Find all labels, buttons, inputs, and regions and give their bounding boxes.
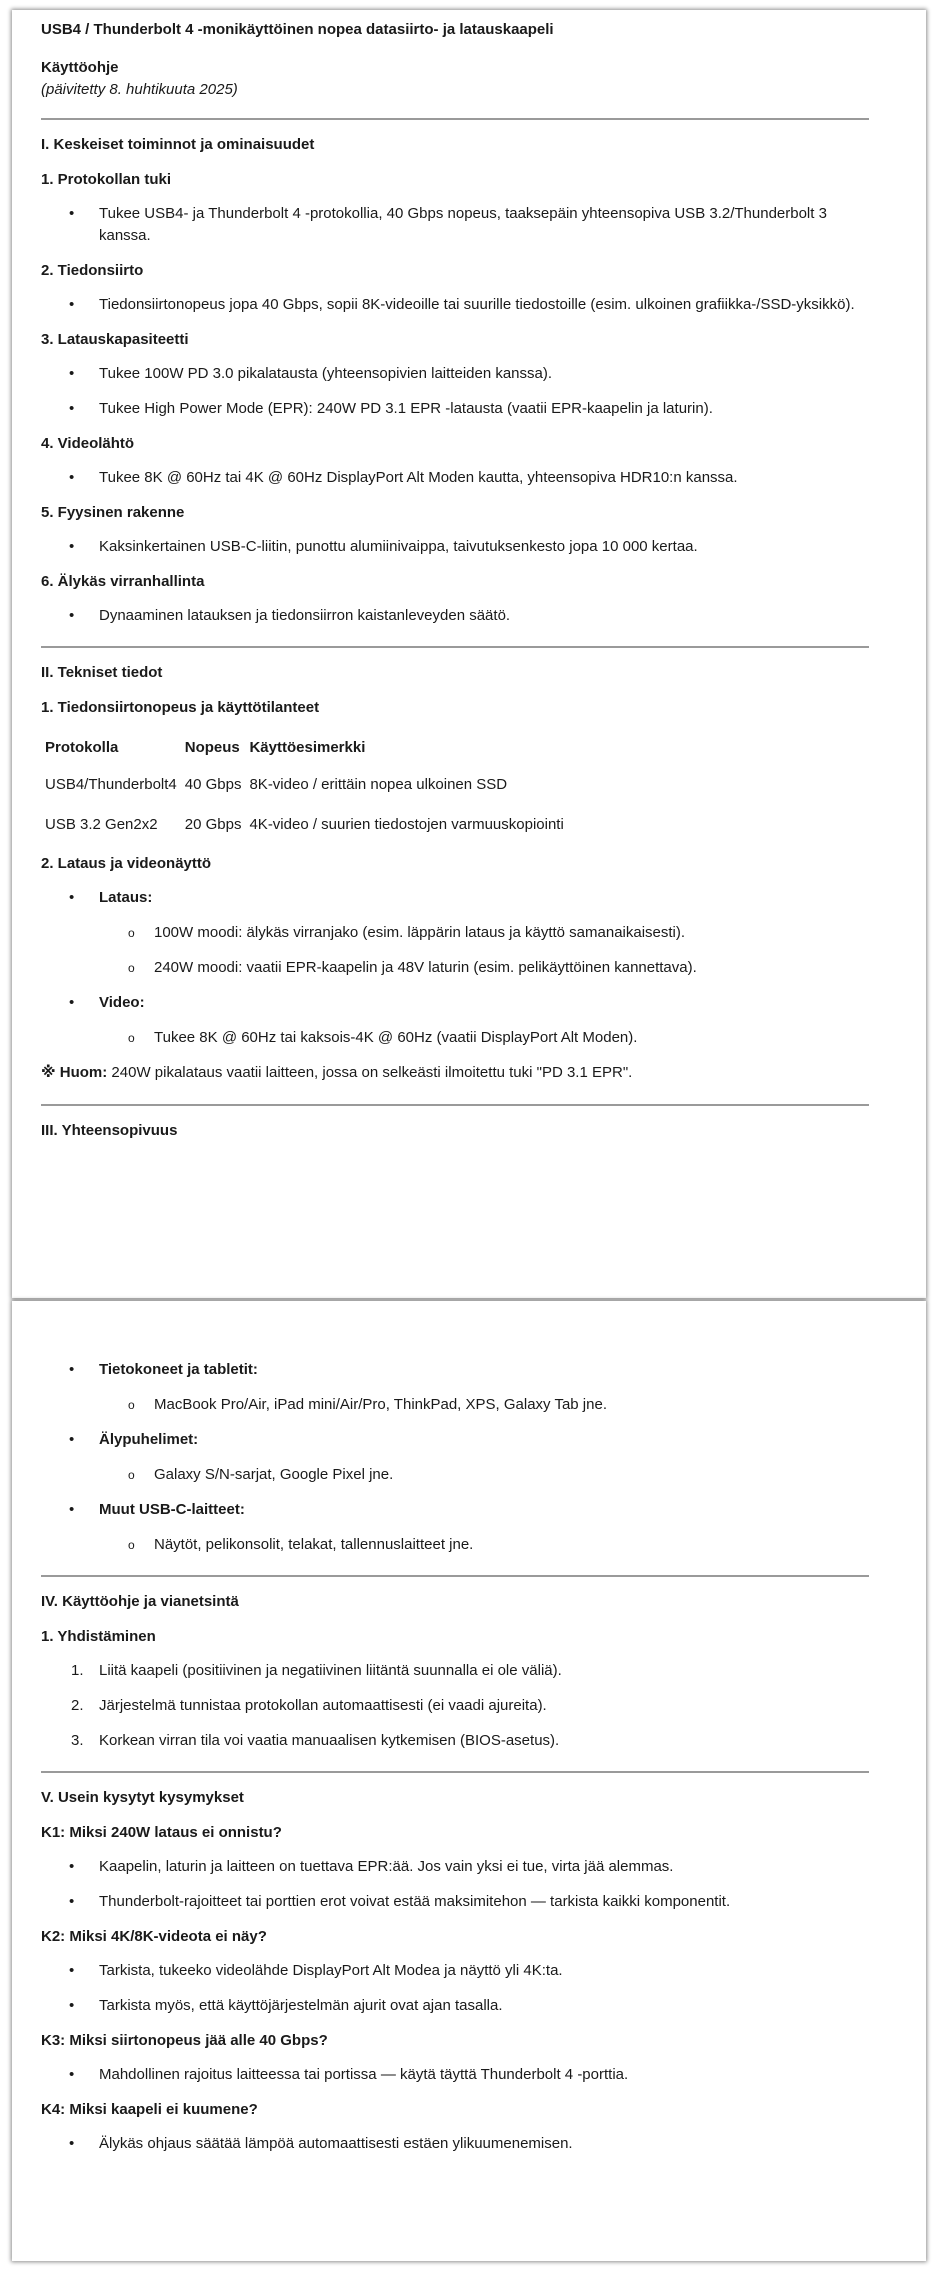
circle-bullet-icon: o	[128, 1538, 135, 1552]
bullet-item: • Tukee 8K @ 60Hz tai 4K @ 60Hz DisplayPort Alt Moden kautta, yhteensopiva HDR10:n kanssa.	[41, 467, 869, 489]
faq-answer: • Älykäs ohjaus säätää lämpöä automaattisesti estäen ylikuumenemisen.	[41, 2133, 869, 2155]
subsection-heading: 1. Yhdistäminen	[41, 1628, 156, 1645]
sub-bullet-item: o 240W moodi: vaatii EPR-kaapelin ja 48V laturin (esim. pelikäyttöinen kannettava).	[41, 957, 869, 979]
faq-question: K3: Miksi siirtonopeus jää alle 40 Gbps?	[41, 2032, 328, 2049]
bullet-icon: •	[69, 2066, 75, 2083]
subsection-heading: 2. Tiedonsiirto	[41, 262, 144, 279]
section-divider	[41, 1575, 869, 1577]
table-cell: 4K-video / suurien tiedostojen varmuuskopiointi	[249, 816, 564, 833]
table-cell: 40 Gbps	[184, 776, 242, 793]
numbered-step: 2. Järjestelmä tunnistaa protokollan automaattisesti (ei vaadi ajureita).	[71, 1697, 547, 1714]
subsection-heading: 6. Älykäs virranhallinta	[41, 573, 205, 590]
bullet-icon: •	[69, 607, 75, 624]
circle-bullet-icon: o	[128, 1468, 135, 1482]
note-paragraph: ※ Huom: 240W pikalataus vaatii laitteen, jossa on selkeästi ilmoitettu tuki "PD 3.1 EPR".	[41, 1064, 633, 1081]
section-divider	[41, 1104, 869, 1106]
bullet-item: • Video:	[41, 992, 869, 1014]
table-row	[41, 765, 568, 805]
document-page-2	[12, 1301, 926, 2261]
table-cell: 20 Gbps	[184, 816, 242, 833]
bullet-icon: •	[69, 1962, 75, 1979]
subsection-heading: 5. Fyysinen rakenne	[41, 504, 185, 521]
bullet-icon: •	[69, 365, 75, 382]
faq-question: K4: Miksi kaapeli ei kuumene?	[41, 2101, 258, 2118]
bullet-item: • Dynaaminen latauksen ja tiedonsiirron kaistanleveyden säätö.	[41, 605, 869, 627]
bullet-item: • Älypuhelimet:	[41, 1429, 869, 1451]
table-cell: USB4/Thunderbolt4	[45, 776, 177, 793]
faq-answer: • Mahdollinen rajoitus laitteessa tai portissa — käytä täyttä Thunderbolt 4 -porttia.	[41, 2064, 869, 2086]
subsection-heading: 1. Protokollan tuki	[41, 171, 172, 188]
bullet-item: • Tukee 100W PD 3.0 pikalatausta (yhteensopivien laitteiden kanssa).	[41, 363, 869, 385]
bullet-item: • Lataus:	[41, 887, 869, 909]
bullet-item: • Kaksinkertainen USB-C-liitin, punottu alumiinivaippa, taivutuksenkesto jopa 10 000 kertaa.	[41, 536, 869, 558]
sub-bullet-item: o Tukee 8K @ 60Hz tai kaksois-4K @ 60Hz (vaatii DisplayPort Alt Moden).	[41, 1027, 869, 1049]
section-heading: I. Keskeiset toiminnot ja ominaisuudet	[41, 136, 315, 153]
bullet-icon: •	[69, 1431, 75, 1448]
note-label: ※ Huom:	[41, 1064, 108, 1081]
bullet-item: • Muut USB-C-laitteet:	[41, 1499, 869, 1521]
faq-answer: • Thunderbolt-rajoitteet tai porttien erot voivat estää maksimitehon — tarkista kaikki komponentit.	[41, 1891, 869, 1913]
table-header-row	[41, 731, 568, 765]
bullet-item: • Tietokoneet ja tabletit:	[41, 1359, 869, 1381]
table-cell: USB 3.2 Gen2x2	[45, 816, 158, 833]
speed-table	[41, 731, 568, 845]
section-heading: III. Yhteensopivuus	[41, 1122, 178, 1139]
bullet-item: • Tiedonsiirtonopeus jopa 40 Gbps, sopii 8K-videoille tai suurille tiedostoille (esim. ulkoinen grafiikka-/SSD-yksikkö).	[41, 294, 869, 316]
circle-bullet-icon: o	[128, 926, 135, 940]
bullet-icon: •	[69, 1361, 75, 1378]
bullet-item: • Tukee USB4- ja Thunderbolt 4 -protokollia, 40 Gbps nopeus, taaksepäin yhteensopiva USB 3.2/Thunderbolt 3 kanssa.	[69, 205, 827, 244]
faq-question: K1: Miksi 240W lataus ei onnistu?	[41, 1824, 282, 1841]
bullet-icon: •	[69, 538, 75, 555]
subsection-heading: 3. Latauskapasiteetti	[41, 331, 189, 348]
document-title: USB4 / Thunderbolt 4 -monikäyttöinen nopea datasiirto- ja latauskaapeli	[41, 21, 554, 38]
sub-bullet-item: o 100W moodi: älykäs virranjako (esim. läppärin lataus ja käyttö samanaikaisesti).	[41, 922, 869, 944]
document-page-1	[12, 10, 926, 1298]
bullet-icon: •	[69, 994, 75, 1011]
circle-bullet-icon: o	[128, 961, 135, 975]
subsection-heading: 4. Videolähtö	[41, 435, 135, 452]
subsection-heading: 2. Lataus ja videonäyttö	[41, 855, 212, 872]
bullet-icon: •	[69, 889, 75, 906]
bullet-icon: •	[69, 1858, 75, 1875]
bullet-item: • Tukee High Power Mode (EPR): 240W PD 3.1 EPR -latausta (vaatii EPR-kaapelin ja laturin).	[41, 398, 869, 420]
subsection-heading: 1. Tiedonsiirtonopeus ja käyttötilanteet	[41, 699, 320, 716]
sub-bullet-item: o MacBook Pro/Air, iPad mini/Air/Pro, ThinkPad, XPS, Galaxy Tab jne.	[41, 1394, 869, 1416]
bullet-icon: •	[69, 469, 75, 486]
section-heading: IV. Käyttöohje ja vianetsintä	[41, 1593, 239, 1610]
bullet-icon: •	[69, 296, 75, 313]
table-row	[41, 805, 568, 845]
table-cell: 8K-video / erittäin nopea ulkoinen SSD	[249, 776, 508, 793]
faq-answer: • Tarkista, tukeeko videolähde DisplayPort Alt Modea ja näyttö yli 4K:ta.	[41, 1960, 869, 1982]
section-divider	[41, 1771, 869, 1773]
section-divider	[41, 646, 869, 648]
table-header-cell: Käyttöesimerkki	[249, 739, 366, 756]
bullet-icon: •	[69, 1501, 75, 1518]
circle-bullet-icon: o	[128, 1398, 135, 1412]
document-subtitle: Käyttöohje	[41, 59, 119, 76]
table-header-cell: Nopeus	[184, 739, 240, 756]
update-date: (päivitetty 8. huhtikuuta 2025)	[41, 81, 238, 98]
section-divider	[41, 118, 869, 120]
circle-bullet-icon: o	[128, 1031, 135, 1045]
faq-answer: • Kaapelin, laturin ja laitteen on tuettava EPR:ää. Jos vain yksi ei tue, virta jää alemmas.	[41, 1856, 869, 1878]
faq-question: K2: Miksi 4K/8K-videota ei näy?	[41, 1928, 267, 1945]
numbered-step: 3. Korkean virran tila voi vaatia manuaalisen kytkemisen (BIOS-asetus).	[71, 1732, 560, 1749]
sub-bullet-item: o Näytöt, pelikonsolit, telakat, tallennuslaitteet jne.	[41, 1534, 869, 1556]
section-heading: II. Tekniset tiedot	[41, 664, 163, 681]
faq-answer: • Tarkista myös, että käyttöjärjestelmän ajurit ovat ajan tasalla.	[41, 1995, 869, 2017]
bullet-icon: •	[69, 2135, 75, 2152]
bullet-icon: •	[69, 1997, 75, 2014]
table-header-cell: Protokolla	[45, 739, 119, 756]
bullet-icon: •	[69, 205, 75, 222]
numbered-step: 1. Liitä kaapeli (positiivinen ja negatiivinen liitäntä suunnalla ei ole väliä).	[71, 1662, 562, 1679]
bullet-icon: •	[69, 400, 75, 417]
sub-bullet-item: o Galaxy S/N-sarjat, Google Pixel jne.	[41, 1464, 869, 1486]
bullet-icon: •	[69, 1893, 75, 1910]
section-heading: V. Usein kysytyt kysymykset	[41, 1789, 244, 1806]
